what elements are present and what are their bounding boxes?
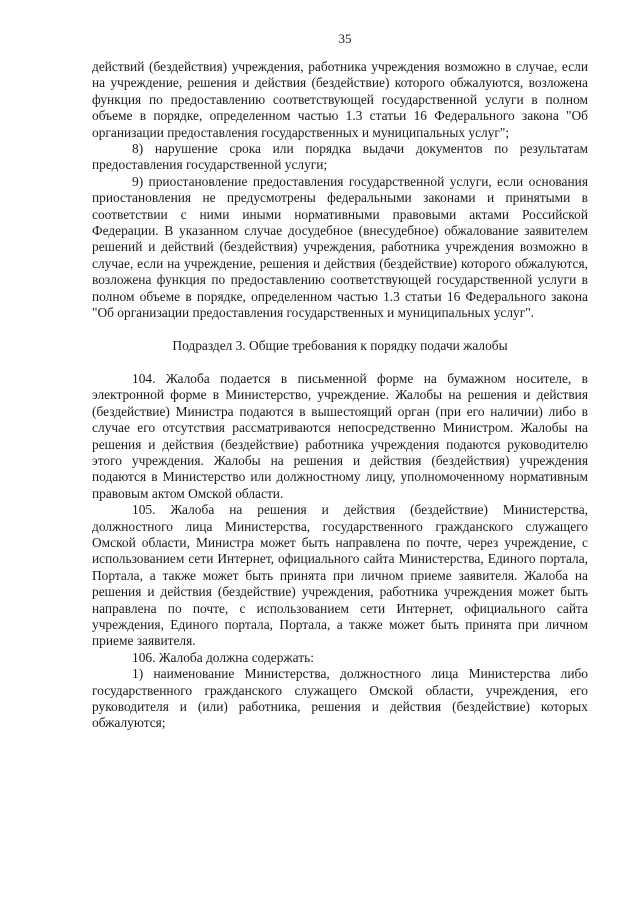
paragraph-106-item-1: 1) наименование Министерства, должностного лица Министерства либо государственного гражданского служащего Омской области, учреждения, его руководителя и (или) работника, решения и действия (бездействие) которых обжалуются; bbox=[92, 666, 588, 731]
paragraph-104: 104. Жалоба подается в письменной форме на бумажном носителе, в электронной форме в Министерство, учреждение. Жалобы на решения и действия (бездействие) Министра подаются в вышестоящий орган (при его наличии) либо в случае его отсутствия рассматриваются непосредственно Министром. Жалобы на решения и действия (бездействие) работника учреждения подаются руководителю этого учреждения. Жалобы на решения и действия (бездействия) учреждения подаются в Министерство или должностному лицу, уполномоченному нормативным правовым актом Омской области. bbox=[92, 370, 588, 501]
paragraph-item-9: 9) приостановление предоставления государственной услуги, если основания приостановления не предусмотрены федеральными законами и принятыми в соответствии с ними иными нормативными правовыми актами Российской Федерации. В указанном случае досудебное (внесудебное) обжалование заявителем решений и действий (бездействия) учреждения, работника учреждения возможно в случае, если на учреждение, решения и действия (бездействие) которого обжалуются, возложена функция по предоставлению соответствующей государственной услуги в полном объеме в порядке, определенном частью 1.3 статьи 16 Федерального закона "Об организации предоставления государственных и муниципальных услуг". bbox=[92, 173, 588, 321]
paragraph-106: 106. Жалоба должна содержать: bbox=[132, 649, 314, 665]
paragraph-item-8: 8) нарушение срока или порядка выдачи документов по результатам предоставления государственной услуги; bbox=[92, 141, 588, 173]
paragraph-continuation: действий (бездействия) учреждения, работника учреждения возможно в случае, если на учреждение, решения и действия (бездействие) которого обжалуются, возложена функция по предоставлению соответствующей государственной услуги в полном объеме в порядке, определенном частью 1.3 статьи 16 Федерального закона "Об организации предоставления государственных и муниципальных услуг"; bbox=[92, 59, 588, 140]
page-number: 35 bbox=[338, 31, 352, 46]
paragraph-105: 105. Жалоба на решения и действия (бездействие) Министерства, должностного лица Министерства, государственного гражданского служащего Омской области, Министра может быть направлена по почте, через учреждение, с использованием сети Интернет, официального сайта Министерства, Единого портала, Портала, а также может быть принята при личном приеме заявителя. Жалоба на решения и действия (бездействие) учреждения, работника учреждения может быть направлена по почте, с использованием сети Интернет, официального сайта учреждения, Единого портала, Портала, а также может быть принята при личном приеме заявителя. bbox=[92, 502, 588, 649]
subsection-heading: Подраздел 3. Общие требования к порядку подачи жалобы bbox=[172, 337, 508, 353]
